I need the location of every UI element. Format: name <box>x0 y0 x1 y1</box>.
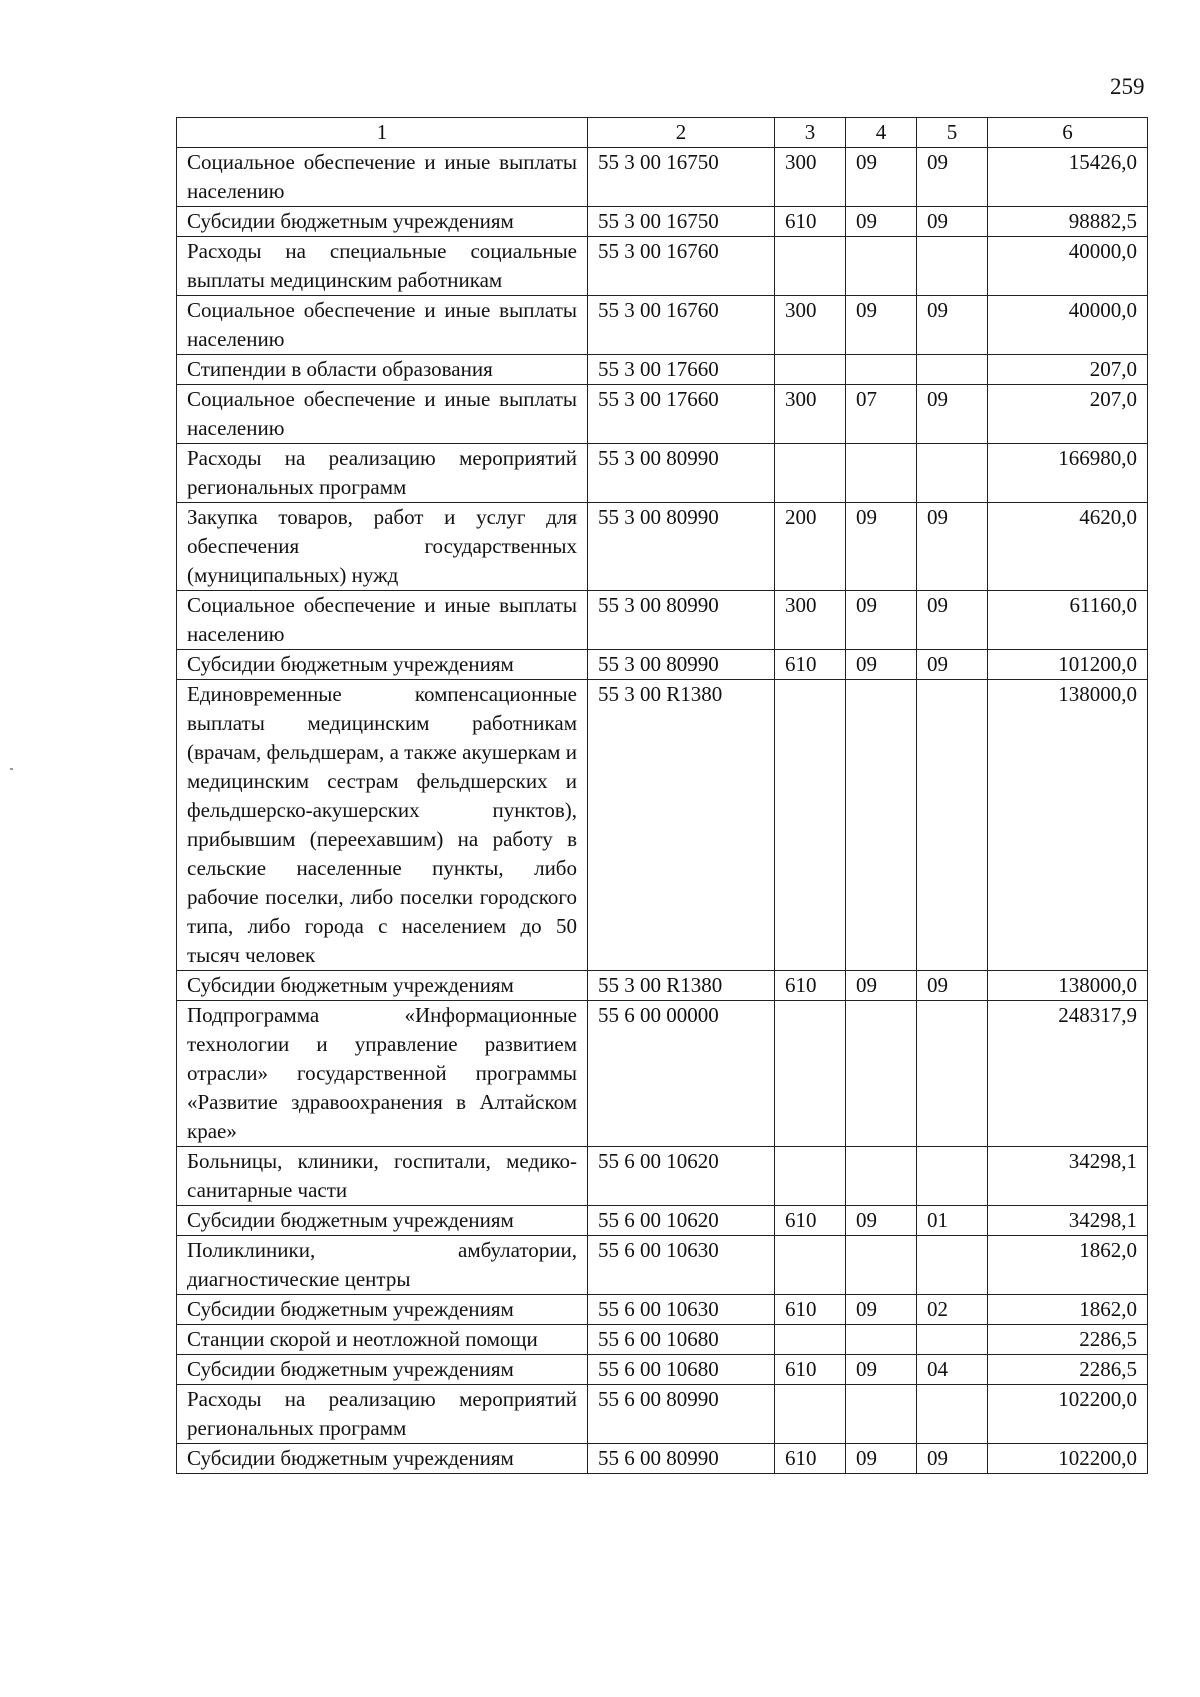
row-section: 09 <box>846 503 917 591</box>
table-row <box>177 355 1148 385</box>
row-subsection <box>917 355 988 385</box>
row-section: 09 <box>846 971 917 1001</box>
table-row <box>177 971 1148 1001</box>
table-row <box>177 680 1148 971</box>
row-expense-type: 610 <box>775 207 846 237</box>
row-section: 09 <box>846 296 917 355</box>
row-expense-type <box>775 355 846 385</box>
table-row <box>177 385 1148 444</box>
row-subsection: 09 <box>917 971 988 1001</box>
row-code: 55 3 00 80990 <box>588 444 775 503</box>
row-expense-type <box>775 1147 846 1206</box>
row-code: 55 3 00 80990 <box>588 650 775 680</box>
table-row <box>177 444 1148 503</box>
row-description: Субсидии бюджетным учреждениям <box>177 1206 588 1236</box>
row-description: Субсидии бюджетным учреждениям <box>177 1355 588 1385</box>
row-expense-type: 200 <box>775 503 846 591</box>
row-expense-type: 300 <box>775 385 846 444</box>
row-description: Субсидии бюджетным учреждениям <box>177 207 588 237</box>
row-code: 55 3 00 16760 <box>588 237 775 296</box>
table-row <box>177 650 1148 680</box>
row-amount: 40000,0 <box>988 237 1148 296</box>
row-code: 55 6 00 80990 <box>588 1444 775 1474</box>
row-code: 55 3 00 16750 <box>588 148 775 207</box>
row-code: 55 3 00 R1380 <box>588 971 775 1001</box>
row-amount: 2286,5 <box>988 1355 1148 1385</box>
table-row <box>177 503 1148 591</box>
row-code: 55 3 00 80990 <box>588 503 775 591</box>
row-amount: 34298,1 <box>988 1147 1148 1206</box>
row-expense-type: 300 <box>775 148 846 207</box>
row-amount: 4620,0 <box>988 503 1148 591</box>
row-description: Больницы, клиники, госпитали, медико-санитарные части <box>177 1147 588 1206</box>
row-code: 55 3 00 R1380 <box>588 680 775 971</box>
row-subsection <box>917 1325 988 1355</box>
row-description: Социальное обеспечение и иные выплаты населению <box>177 591 588 650</box>
row-expense-type <box>775 1385 846 1444</box>
row-amount: 98882,5 <box>988 207 1148 237</box>
row-expense-type: 610 <box>775 1355 846 1385</box>
row-expense-type <box>775 1236 846 1295</box>
table-row <box>177 1355 1148 1385</box>
row-description: Расходы на специальные социальные выплаты медицинским работникам <box>177 237 588 296</box>
table-row <box>177 1325 1148 1355</box>
row-expense-type <box>775 680 846 971</box>
row-description: Закупка товаров, работ и услуг для обеспечения государственных (муниципальных) нужд <box>177 503 588 591</box>
table-row <box>177 1147 1148 1206</box>
row-section: 09 <box>846 650 917 680</box>
row-code: 55 3 00 17660 <box>588 355 775 385</box>
row-section <box>846 680 917 971</box>
row-subsection: 02 <box>917 1295 988 1325</box>
row-expense-type: 300 <box>775 296 846 355</box>
row-description: Социальное обеспечение и иные выплаты населению <box>177 385 588 444</box>
row-section <box>846 355 917 385</box>
table-row <box>177 591 1148 650</box>
row-subsection: 04 <box>917 1355 988 1385</box>
row-section: 09 <box>846 207 917 237</box>
row-section: 09 <box>846 1444 917 1474</box>
row-section: 09 <box>846 148 917 207</box>
table-row <box>177 148 1148 207</box>
row-subsection <box>917 237 988 296</box>
row-code: 55 3 00 16750 <box>588 207 775 237</box>
row-section: 09 <box>846 1355 917 1385</box>
row-section <box>846 1147 917 1206</box>
row-amount: 138000,0 <box>988 971 1148 1001</box>
row-subsection: 01 <box>917 1206 988 1236</box>
row-subsection: 09 <box>917 650 988 680</box>
row-code: 55 3 00 16760 <box>588 296 775 355</box>
row-code: 55 6 00 10620 <box>588 1147 775 1206</box>
row-code: 55 6 00 10630 <box>588 1295 775 1325</box>
row-subsection: 09 <box>917 385 988 444</box>
row-amount: 248317,9 <box>988 1001 1148 1147</box>
table-row <box>177 207 1148 237</box>
table-row <box>177 1001 1148 1147</box>
row-expense-type: 610 <box>775 1206 846 1236</box>
row-amount: 2286,5 <box>988 1325 1148 1355</box>
row-subsection: 09 <box>917 207 988 237</box>
row-subsection: 09 <box>917 148 988 207</box>
row-description: Субсидии бюджетным учреждениям <box>177 1295 588 1325</box>
row-expense-type <box>775 1001 846 1147</box>
row-code: 55 3 00 80990 <box>588 591 775 650</box>
row-amount: 15426,0 <box>988 148 1148 207</box>
row-subsection <box>917 1385 988 1444</box>
row-section <box>846 444 917 503</box>
table-row <box>177 1295 1148 1325</box>
row-subsection: 09 <box>917 296 988 355</box>
row-section <box>846 1385 917 1444</box>
row-subsection <box>917 444 988 503</box>
row-expense-type: 610 <box>775 650 846 680</box>
row-subsection <box>917 1236 988 1295</box>
table-row <box>177 296 1148 355</box>
row-description: Субсидии бюджетным учреждениям <box>177 971 588 1001</box>
row-code: 55 6 00 10680 <box>588 1355 775 1385</box>
scan-mark <box>10 768 13 770</box>
table-row <box>177 1385 1148 1444</box>
header-cell: 6 <box>988 118 1148 148</box>
row-amount: 102200,0 <box>988 1385 1148 1444</box>
row-amount: 207,0 <box>988 385 1148 444</box>
row-section <box>846 1001 917 1147</box>
row-description: Субсидии бюджетным учреждениям <box>177 650 588 680</box>
row-amount: 34298,1 <box>988 1206 1148 1236</box>
row-code: 55 6 00 80990 <box>588 1385 775 1444</box>
row-description: Расходы на реализацию мероприятий региональных программ <box>177 1385 588 1444</box>
row-section <box>846 1236 917 1295</box>
row-amount: 40000,0 <box>988 296 1148 355</box>
row-amount: 101200,0 <box>988 650 1148 680</box>
row-code: 55 6 00 10680 <box>588 1325 775 1355</box>
row-amount: 1862,0 <box>988 1236 1148 1295</box>
table-row <box>177 1206 1148 1236</box>
row-section <box>846 1325 917 1355</box>
row-expense-type: 610 <box>775 1295 846 1325</box>
row-code: 55 6 00 10630 <box>588 1236 775 1295</box>
header-cell: 2 <box>588 118 775 148</box>
row-expense-type <box>775 1325 846 1355</box>
row-expense-type <box>775 444 846 503</box>
row-expense-type: 610 <box>775 971 846 1001</box>
table-row <box>177 1444 1148 1474</box>
header-cell: 4 <box>846 118 917 148</box>
row-description: Расходы на реализацию мероприятий региональных программ <box>177 444 588 503</box>
row-subsection <box>917 1001 988 1147</box>
budget-table <box>176 117 1148 1474</box>
row-description: Социальное обеспечение и иные выплаты населению <box>177 296 588 355</box>
row-code: 55 3 00 17660 <box>588 385 775 444</box>
table-header-row <box>177 118 1148 148</box>
row-description: Подпрограмма «Информационные технологии и управление развитием отрасли» государственной программы «Развитие здравоохранения в Алтайском крае» <box>177 1001 588 1147</box>
row-subsection: 09 <box>917 503 988 591</box>
row-amount: 207,0 <box>988 355 1148 385</box>
table-row <box>177 1236 1148 1295</box>
header-cell: 1 <box>177 118 588 148</box>
row-description: Субсидии бюджетным учреждениям <box>177 1444 588 1474</box>
row-description: Единовременные компенсационные выплаты медицинским работникам (врачам, фельдшерам, а также акушеркам и медицинским сестрам фельдшерских и фельдшерско-акушерских пунктов), прибывшим (переехавшим) на работу в сельские населенные пункты, либо рабочие поселки, либо поселки городского типа, либо города с населением до 50 тысяч человек <box>177 680 588 971</box>
header-cell: 5 <box>917 118 988 148</box>
row-subsection: 09 <box>917 1444 988 1474</box>
row-description: Социальное обеспечение и иные выплаты населению <box>177 148 588 207</box>
row-section: 09 <box>846 591 917 650</box>
table-row <box>177 237 1148 296</box>
row-description: Стипендии в области образования <box>177 355 588 385</box>
row-section <box>846 237 917 296</box>
row-amount: 166980,0 <box>988 444 1148 503</box>
page-number: 259 <box>1110 74 1145 99</box>
row-section: 09 <box>846 1295 917 1325</box>
row-amount: 102200,0 <box>988 1444 1148 1474</box>
row-code: 55 6 00 00000 <box>588 1001 775 1147</box>
header-cell: 3 <box>775 118 846 148</box>
row-description: Поликлиники, амбулатории, диагностические центры <box>177 1236 588 1295</box>
row-section: 09 <box>846 1206 917 1236</box>
row-subsection <box>917 680 988 971</box>
row-subsection: 09 <box>917 591 988 650</box>
row-expense-type: 300 <box>775 591 846 650</box>
row-expense-type: 610 <box>775 1444 846 1474</box>
row-section: 07 <box>846 385 917 444</box>
row-subsection <box>917 1147 988 1206</box>
row-amount: 1862,0 <box>988 1295 1148 1325</box>
row-amount: 61160,0 <box>988 591 1148 650</box>
row-description: Станции скорой и неотложной помощи <box>177 1325 588 1355</box>
row-amount: 138000,0 <box>988 680 1148 971</box>
row-code: 55 6 00 10620 <box>588 1206 775 1236</box>
row-expense-type <box>775 237 846 296</box>
